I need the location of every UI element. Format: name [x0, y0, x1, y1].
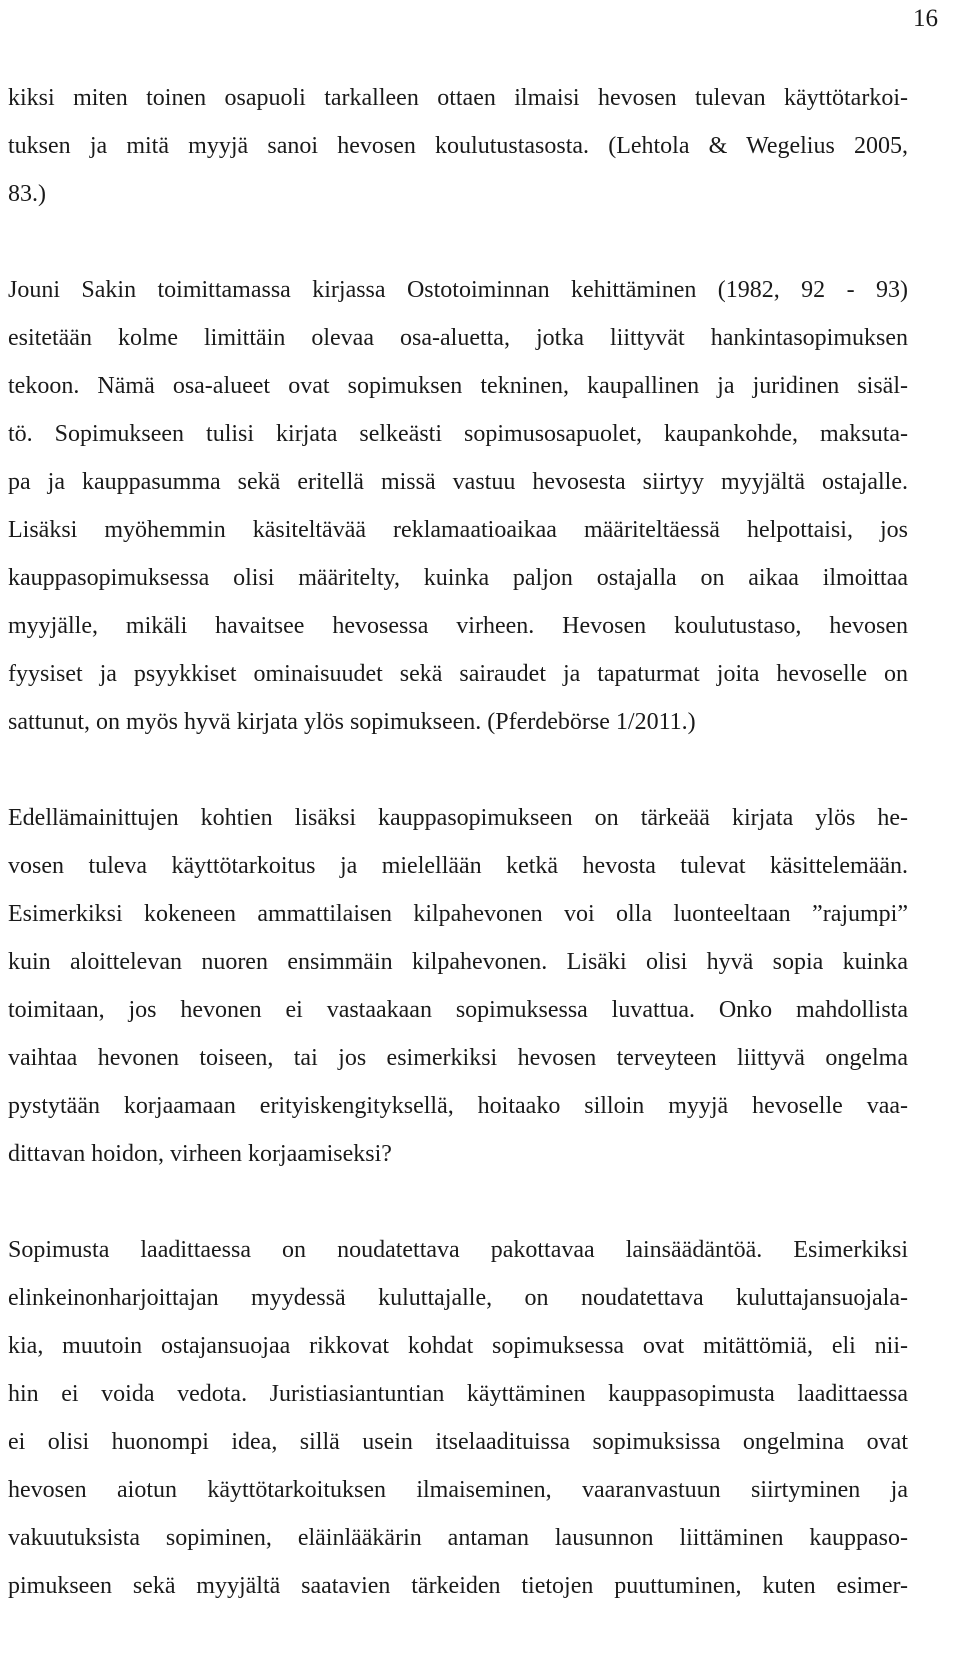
text-line: Sopimusta laadittaessa on noudatettava pakottavaa lainsäädäntöä. Esimerkiksi: [8, 1237, 908, 1263]
text-line: fyysiset ja psyykkiset ominaisuudet sekä sairaudet ja tapaturmat joita hevoselle on: [8, 661, 908, 687]
text-line: tuksen ja mitä myyjä sanoi hevosen koulutustasosta. (Lehtola & Wegelius 2005,: [8, 133, 908, 159]
text-line: toimitaan, jos hevonen ei vastaakaan sopimuksessa luvattua. Onko mahdollista: [8, 997, 908, 1023]
text-line: 83.): [8, 181, 46, 207]
body-text: [8, 74, 908, 1610]
text-line: elinkeinonharjoittajan myydessä kuluttajalle, on noudatettava kuluttajansuojala-: [8, 1285, 908, 1311]
paragraph-spacing: [8, 1178, 908, 1226]
text-line: pimukseen sekä myyjältä saatavien tärkeiden tietojen puuttuminen, kuten esimer-: [8, 1573, 908, 1599]
text-line: esitetään kolme limittäin olevaa osa-aluetta, jotka liittyvät hankintasopimuksen: [8, 325, 908, 351]
text-line: Edellämainittujen kohtien lisäksi kauppasopimukseen on tärkeää kirjata ylös he-: [8, 805, 908, 831]
text-line: tekoon. Nämä osa-alueet ovat sopimuksen tekninen, kaupallinen ja juridinen sisäl-: [8, 373, 908, 399]
paragraph-1: [8, 74, 908, 218]
text-line: kauppasopimuksessa olisi määritelty, kuinka paljon ostajalla on aikaa ilmoittaa: [8, 565, 908, 591]
text-line: tö. Sopimukseen tulisi kirjata selkeästi sopimusosapuolet, kaupankohde, maksuta-: [8, 421, 908, 447]
paragraph-spacing: [8, 218, 908, 266]
paragraph-2: [8, 266, 908, 746]
text-line: kia, muutoin ostajansuojaa rikkovat kohdat sopimuksessa ovat mitättömiä, eli nii-: [8, 1333, 908, 1359]
text-line: pystytään korjaamaan erityiskengityksellä, hoitaako silloin myyjä hevoselle vaa-: [8, 1093, 908, 1119]
text-line: myyjälle, mikäli havaitsee hevosessa virheen. Hevosen koulutustaso, hevosen: [8, 613, 908, 639]
text-line: Esimerkiksi kokeneen ammattilaisen kilpahevonen voi olla luonteeltaan ”rajumpi”: [8, 901, 908, 927]
text-line: Lisäksi myöhemmin käsiteltävää reklamaatioaikaa määriteltäessä helpottaisi, jos: [8, 517, 908, 543]
text-line: sattunut, on myös hyvä kirjata ylös sopimukseen. (Pferdebörse 1/2011.): [8, 709, 696, 735]
paragraph-4: [8, 1226, 908, 1610]
paragraph-spacing: [8, 746, 908, 794]
text-line: vosen tuleva käyttötarkoitus ja mielellään ketkä hevosta tulevat käsittelemään.: [8, 853, 908, 879]
text-line: pa ja kauppasumma sekä eritellä missä vastuu hevosesta siirtyy myyjältä ostajalle.: [8, 469, 908, 495]
text-line: dittavan hoidon, virheen korjaamiseksi?: [8, 1141, 392, 1167]
text-line: vaihtaa hevonen toiseen, tai jos esimerkiksi hevosen terveyteen liittyvä ongelma: [8, 1045, 908, 1071]
text-line: hevosen aiotun käyttötarkoituksen ilmaiseminen, vaaranvastuun siirtyminen ja: [8, 1477, 908, 1503]
text-line: kiksi miten toinen osapuoli tarkalleen ottaen ilmaisi hevosen tulevan käyttötarkoi-: [8, 85, 908, 111]
paragraph-3: [8, 794, 908, 1178]
text-line: vakuutuksista sopiminen, eläinlääkärin antaman lausunnon liittäminen kauppaso-: [8, 1525, 908, 1551]
text-line: Jouni Sakin toimittamassa kirjassa Ostotoiminnan kehittäminen (1982, 92 - 93): [8, 277, 908, 303]
text-line: kuin aloittelevan nuoren ensimmäin kilpahevonen. Lisäki olisi hyvä sopia kuinka: [8, 949, 908, 975]
text-line: ei olisi huonompi idea, sillä usein itselaadituissa sopimuksissa ongelmina ovat: [8, 1429, 908, 1455]
text-line: hin ei voida vedota. Juristiasiantuntian käyttäminen kauppasopimusta laadittaessa: [8, 1381, 908, 1407]
page-number: 16: [913, 5, 938, 32]
